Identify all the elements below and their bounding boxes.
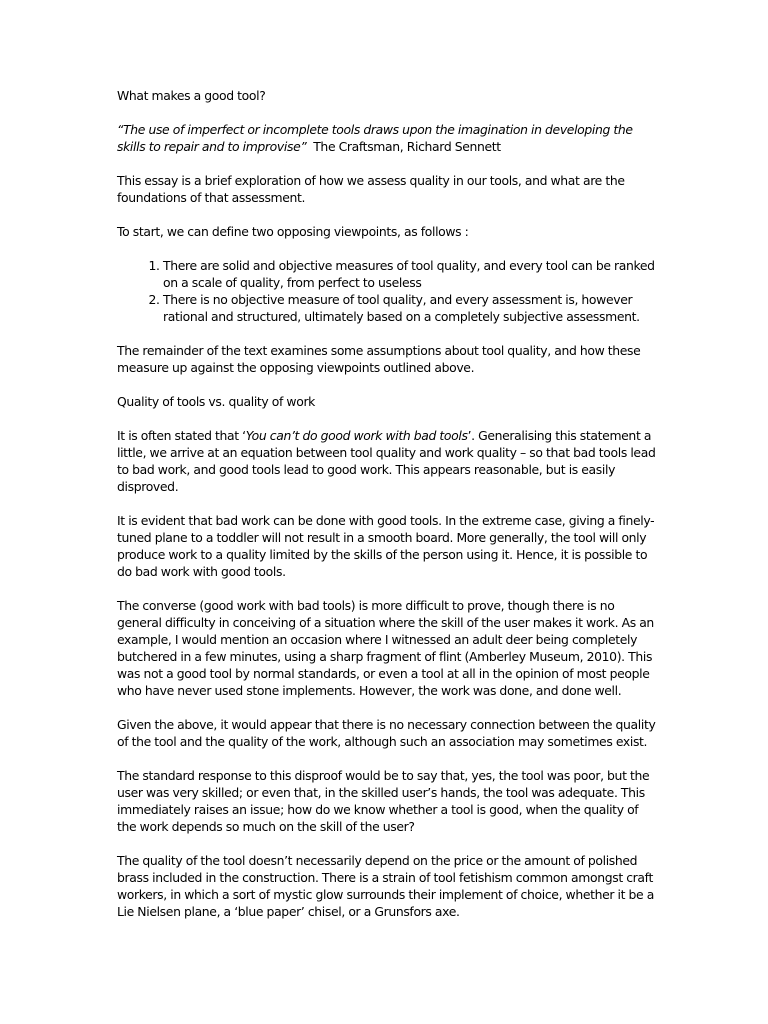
body-paragraph: It is evident that bad work can be done with good tools. In the extreme case, giving a finely-tuned plane to a toddler will not result in a smooth board. More generally, the tool will only produce work to a quality limited by the skills of the person using it. Hence, it is possible to do bad work with good tools. — [117, 513, 655, 579]
italic-quote: You can’t do good work with bad tools — [245, 428, 468, 443]
viewpoint-item: 2. There is no objective measure of tool quality, and every assessment is, however rational and structured, ultimately based on a completely subjective assessment. — [163, 291, 657, 325]
epigraph-attribution: The Craftsman, Richard Sennett — [313, 139, 501, 154]
epigraph-quote: “The use of imperfect or incomplete tools draws upon the imagination in developing the skills to repair and to improvise” — [117, 122, 633, 154]
intro-paragraph: This essay is a brief exploration of how we assess quality in our tools, and what are the foundations of that assessment. — [117, 173, 625, 205]
body-paragraph: The quality of the tool doesn’t necessarily depend on the price or the amount of polished brass included in the construction. There is a strain of tool fetishism common amongst craft workers, in which a sort of mystic glow surrounds their implement of choice, whether it be a Lie Nielsen plane, a ‘blue paper’ chisel, or a Grunsfors axe. — [117, 853, 654, 919]
viewpoints-intro: To start, we can define two opposing viewpoints, as follows : — [117, 224, 469, 239]
body-paragraph — [117, 427, 657, 495]
epigraph — [117, 121, 657, 155]
body-paragraph: The converse (good work with bad tools) is more difficult to prove, though there is no general difficulty in conceiving of a situation where the skill of the user makes it work. As an example, I would mention an occasion where I witnessed an adult deer being completely butchered in a few minutes, using a sharp fragment of flint (Amberley Museum, 2010). This was not a good tool by normal standards, or even a tool at all in the opinion of most people who have never used stone implements. However, the work was done, and done well. — [117, 598, 654, 698]
body-paragraph: Given the above, it would appear that there is no necessary connection between the quality of the tool and the quality of the work, although such an association may sometimes exist. — [117, 717, 656, 749]
para-text: It is often stated that ‘ — [117, 428, 246, 443]
document-page — [117, 87, 657, 937]
document-title: What makes a good tool? — [117, 88, 266, 103]
viewpoints-list — [117, 257, 657, 325]
viewpoint-item: 1. There are solid and objective measures of tool quality, and every tool can be ranked on a scale of quality, from perfect to useless — [163, 257, 657, 291]
body-paragraph: The standard response to this disproof would be to say that, yes, the tool was poor, but the user was very skilled; or even that, in the skilled user’s hands, the tool was adequate. This immediately raises an issue; how do we know whether a tool is good, when the quality of the work depends so much on the skill of the user? — [117, 768, 650, 834]
section-heading: Quality of tools vs. quality of work — [117, 394, 316, 409]
remainder-paragraph: The remainder of the text examines some assumptions about tool quality, and how these measure up against the opposing viewpoints outlined above. — [117, 343, 641, 375]
para-text: ’. Generalising this statement a little, we arrive at an equation between tool quality and work quality – so that bad tools lead to bad work, and good tools lead to good work. This appears reasonable, but is easily disproved. — [117, 428, 656, 494]
